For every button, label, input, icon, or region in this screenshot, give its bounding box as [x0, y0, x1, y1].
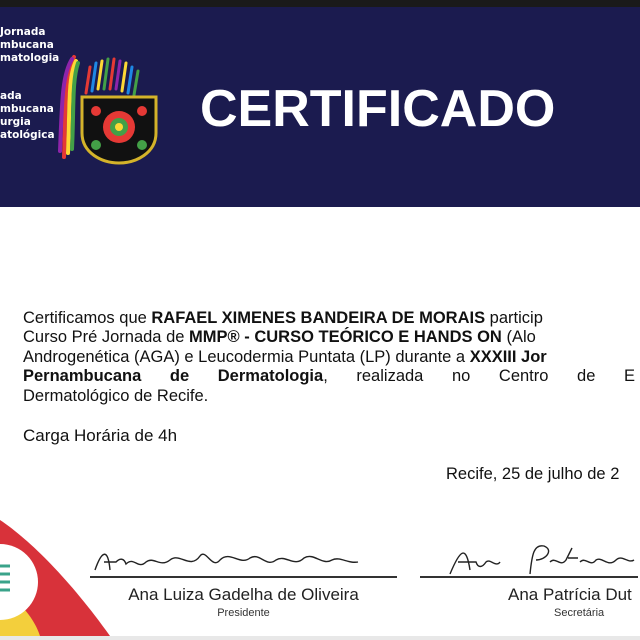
event-name-cirurgia [0, 90, 55, 142]
maracatu-logo-icon [56, 53, 160, 165]
signature-line [420, 576, 638, 578]
event-line: mbucana [0, 103, 54, 115]
signature-line [90, 576, 397, 578]
event-name-jornada [0, 26, 59, 65]
event-line: matologia [0, 52, 60, 64]
body-line [23, 367, 635, 386]
event-line: mbucana [0, 39, 54, 51]
header-banner [0, 7, 640, 207]
certificate-title: CERTIFICADO [200, 80, 556, 138]
body-line [23, 387, 635, 406]
place-date: Recife, 25 de julho de 2 [446, 465, 620, 483]
body-text: , realizada no Centro de E [323, 367, 635, 386]
body-line [23, 328, 635, 347]
top-bar [0, 0, 640, 7]
signatory-role: Presidente [217, 607, 270, 619]
body-text: Certificamos que [23, 309, 152, 327]
signatory-name: Ana Patrícia Dut [508, 585, 632, 604]
body-line [23, 348, 635, 367]
workload: Carga Horária de 4h [23, 426, 178, 445]
handwritten-signature-icon [90, 540, 397, 576]
course-name: MMP® - CURSO TEÓRICO E HANDS ON [189, 328, 502, 347]
event-line: urgia [0, 116, 31, 128]
event-line: Jornada [0, 26, 46, 38]
certificate-body [23, 309, 635, 406]
body-text: Curso Pré Jornada de [23, 328, 190, 347]
event-name: Pernambucana de Dermatologia [23, 367, 324, 386]
event-name: XXXIII Jor [469, 347, 547, 366]
body-text: Androgenética (AGA) e Leucodermia Puntata (LP) durante a [23, 347, 470, 366]
handwritten-signature-icon [420, 540, 638, 576]
recipient-name: RAFAEL XIMENES BANDEIRA DE MORAIS [151, 309, 486, 327]
body-text: Dermatológico de Recife. [23, 386, 209, 405]
body-line [23, 309, 635, 328]
event-line: atológica [0, 129, 55, 141]
signature-block-president [90, 540, 397, 619]
bottom-border [0, 636, 640, 640]
signature-block-secretary [420, 540, 638, 619]
event-line: ada [0, 90, 22, 102]
body-text: particip [485, 309, 543, 327]
signatory-role: Secretária [554, 607, 605, 619]
body-text: (Alo [501, 328, 536, 347]
signatory-name: Ana Luiza Gadelha de Oliveira [128, 585, 359, 604]
